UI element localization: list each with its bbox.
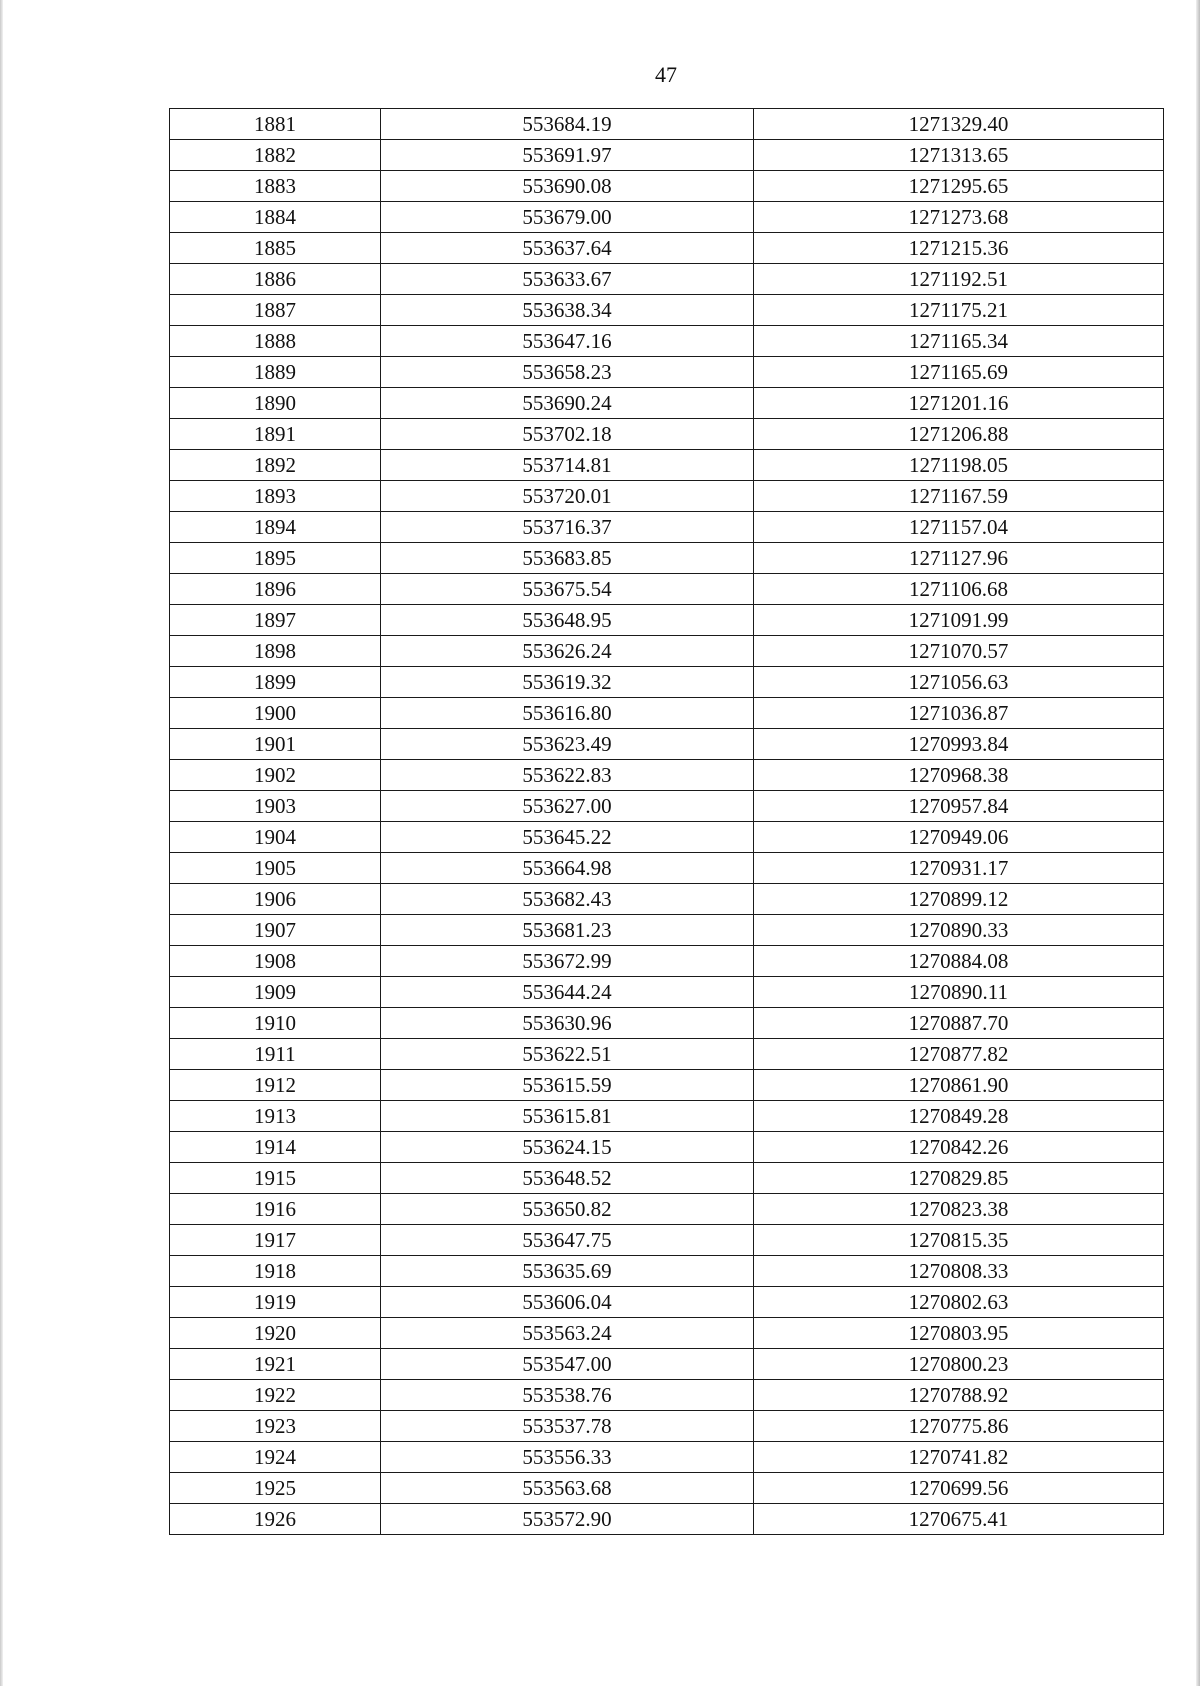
point-number-cell: 1903 xyxy=(170,791,381,822)
table-row xyxy=(170,1070,1164,1101)
table-row xyxy=(170,171,1164,202)
table-row xyxy=(170,1194,1164,1225)
x-coordinate-cell: 553714.81 xyxy=(381,450,754,481)
y-coordinate-cell: 1271329.40 xyxy=(754,109,1164,140)
point-number-cell: 1898 xyxy=(170,636,381,667)
y-coordinate-cell: 1270775.86 xyxy=(754,1411,1164,1442)
point-number-cell: 1884 xyxy=(170,202,381,233)
table-row xyxy=(170,915,1164,946)
y-coordinate-cell: 1271127.96 xyxy=(754,543,1164,574)
y-coordinate-cell: 1270931.17 xyxy=(754,853,1164,884)
table-row xyxy=(170,1101,1164,1132)
point-number-cell: 1883 xyxy=(170,171,381,202)
x-coordinate-cell: 553681.23 xyxy=(381,915,754,946)
scan-edge-right xyxy=(1196,0,1200,1686)
y-coordinate-cell: 1270884.08 xyxy=(754,946,1164,977)
x-coordinate-cell: 553645.22 xyxy=(381,822,754,853)
table-row xyxy=(170,109,1164,140)
y-coordinate-cell: 1270823.38 xyxy=(754,1194,1164,1225)
table-row xyxy=(170,202,1164,233)
table-row xyxy=(170,512,1164,543)
table-row xyxy=(170,1225,1164,1256)
table-row xyxy=(170,140,1164,171)
table-row xyxy=(170,1256,1164,1287)
point-number-cell: 1924 xyxy=(170,1442,381,1473)
y-coordinate-cell: 1270829.85 xyxy=(754,1163,1164,1194)
x-coordinate-cell: 553682.43 xyxy=(381,884,754,915)
table-row xyxy=(170,1473,1164,1504)
point-number-cell: 1885 xyxy=(170,233,381,264)
point-number-cell: 1897 xyxy=(170,605,381,636)
point-number-cell: 1902 xyxy=(170,760,381,791)
y-coordinate-cell: 1271157.04 xyxy=(754,512,1164,543)
x-coordinate-cell: 553547.00 xyxy=(381,1349,754,1380)
point-number-cell: 1905 xyxy=(170,853,381,884)
table-row xyxy=(170,543,1164,574)
x-coordinate-cell: 553637.64 xyxy=(381,233,754,264)
table-row xyxy=(170,295,1164,326)
point-number-cell: 1900 xyxy=(170,698,381,729)
y-coordinate-cell: 1271201.16 xyxy=(754,388,1164,419)
point-number-cell: 1896 xyxy=(170,574,381,605)
y-coordinate-cell: 1270808.33 xyxy=(754,1256,1164,1287)
table-row xyxy=(170,450,1164,481)
point-number-cell: 1888 xyxy=(170,326,381,357)
point-number-cell: 1907 xyxy=(170,915,381,946)
x-coordinate-cell: 553691.97 xyxy=(381,140,754,171)
table-row xyxy=(170,760,1164,791)
y-coordinate-cell: 1270802.63 xyxy=(754,1287,1164,1318)
y-coordinate-cell: 1270957.84 xyxy=(754,791,1164,822)
point-number-cell: 1926 xyxy=(170,1504,381,1535)
x-coordinate-cell: 553563.24 xyxy=(381,1318,754,1349)
x-coordinate-cell: 553720.01 xyxy=(381,481,754,512)
y-coordinate-cell: 1271091.99 xyxy=(754,605,1164,636)
point-number-cell: 1890 xyxy=(170,388,381,419)
table-row xyxy=(170,977,1164,1008)
y-coordinate-cell: 1270788.92 xyxy=(754,1380,1164,1411)
x-coordinate-cell: 553664.98 xyxy=(381,853,754,884)
y-coordinate-cell: 1271106.68 xyxy=(754,574,1164,605)
x-coordinate-cell: 553672.99 xyxy=(381,946,754,977)
table-row xyxy=(170,264,1164,295)
table-row xyxy=(170,698,1164,729)
x-coordinate-cell: 553702.18 xyxy=(381,419,754,450)
table-row xyxy=(170,481,1164,512)
point-number-cell: 1895 xyxy=(170,543,381,574)
table-row xyxy=(170,729,1164,760)
y-coordinate-cell: 1270968.38 xyxy=(754,760,1164,791)
point-number-cell: 1909 xyxy=(170,977,381,1008)
point-number-cell: 1899 xyxy=(170,667,381,698)
y-coordinate-cell: 1271192.51 xyxy=(754,264,1164,295)
x-coordinate-cell: 553616.80 xyxy=(381,698,754,729)
table-row xyxy=(170,884,1164,915)
y-coordinate-cell: 1270800.23 xyxy=(754,1349,1164,1380)
x-coordinate-cell: 553630.96 xyxy=(381,1008,754,1039)
y-coordinate-cell: 1271165.34 xyxy=(754,326,1164,357)
table-row xyxy=(170,946,1164,977)
y-coordinate-cell: 1270741.82 xyxy=(754,1442,1164,1473)
x-coordinate-cell: 553650.82 xyxy=(381,1194,754,1225)
point-number-cell: 1889 xyxy=(170,357,381,388)
table-row xyxy=(170,1039,1164,1070)
table-row xyxy=(170,419,1164,450)
y-coordinate-cell: 1270890.33 xyxy=(754,915,1164,946)
y-coordinate-cell: 1270815.35 xyxy=(754,1225,1164,1256)
x-coordinate-cell: 553622.83 xyxy=(381,760,754,791)
point-number-cell: 1920 xyxy=(170,1318,381,1349)
y-coordinate-cell: 1270899.12 xyxy=(754,884,1164,915)
y-coordinate-cell: 1270887.70 xyxy=(754,1008,1164,1039)
x-coordinate-cell: 553683.85 xyxy=(381,543,754,574)
point-number-cell: 1919 xyxy=(170,1287,381,1318)
x-coordinate-cell: 553619.32 xyxy=(381,667,754,698)
table-row xyxy=(170,1132,1164,1163)
y-coordinate-cell: 1271167.59 xyxy=(754,481,1164,512)
y-coordinate-cell: 1270890.11 xyxy=(754,977,1164,1008)
point-number-cell: 1887 xyxy=(170,295,381,326)
y-coordinate-cell: 1271313.65 xyxy=(754,140,1164,171)
y-coordinate-cell: 1270861.90 xyxy=(754,1070,1164,1101)
point-number-cell: 1882 xyxy=(170,140,381,171)
table-row xyxy=(170,1380,1164,1411)
x-coordinate-cell: 553648.95 xyxy=(381,605,754,636)
page-number: 47 xyxy=(655,62,677,87)
coordinates-table xyxy=(169,108,1164,1535)
point-number-cell: 1904 xyxy=(170,822,381,853)
x-coordinate-cell: 553635.69 xyxy=(381,1256,754,1287)
table-row xyxy=(170,1287,1164,1318)
table-row xyxy=(170,574,1164,605)
table-row xyxy=(170,822,1164,853)
table-row xyxy=(170,1349,1164,1380)
table-row xyxy=(170,853,1164,884)
y-coordinate-cell: 1271273.68 xyxy=(754,202,1164,233)
x-coordinate-cell: 553615.81 xyxy=(381,1101,754,1132)
point-number-cell: 1891 xyxy=(170,419,381,450)
point-number-cell: 1923 xyxy=(170,1411,381,1442)
table-row xyxy=(170,1442,1164,1473)
y-coordinate-cell: 1270803.95 xyxy=(754,1318,1164,1349)
x-coordinate-cell: 553644.24 xyxy=(381,977,754,1008)
y-coordinate-cell: 1270699.56 xyxy=(754,1473,1164,1504)
x-coordinate-cell: 553675.54 xyxy=(381,574,754,605)
x-coordinate-cell: 553684.19 xyxy=(381,109,754,140)
point-number-cell: 1913 xyxy=(170,1101,381,1132)
point-number-cell: 1925 xyxy=(170,1473,381,1504)
x-coordinate-cell: 553638.34 xyxy=(381,295,754,326)
point-number-cell: 1911 xyxy=(170,1039,381,1070)
x-coordinate-cell: 553648.52 xyxy=(381,1163,754,1194)
point-number-cell: 1918 xyxy=(170,1256,381,1287)
y-coordinate-cell: 1270993.84 xyxy=(754,729,1164,760)
x-coordinate-cell: 553627.00 xyxy=(381,791,754,822)
table-row xyxy=(170,357,1164,388)
y-coordinate-cell: 1270849.28 xyxy=(754,1101,1164,1132)
coordinates-table-body xyxy=(170,109,1164,1535)
x-coordinate-cell: 553624.15 xyxy=(381,1132,754,1163)
point-number-cell: 1901 xyxy=(170,729,381,760)
table-row xyxy=(170,326,1164,357)
x-coordinate-cell: 553716.37 xyxy=(381,512,754,543)
point-number-cell: 1922 xyxy=(170,1380,381,1411)
point-number-cell: 1906 xyxy=(170,884,381,915)
point-number-cell: 1894 xyxy=(170,512,381,543)
y-coordinate-cell: 1271070.57 xyxy=(754,636,1164,667)
x-coordinate-cell: 553563.68 xyxy=(381,1473,754,1504)
y-coordinate-cell: 1270949.06 xyxy=(754,822,1164,853)
x-coordinate-cell: 553679.00 xyxy=(381,202,754,233)
point-number-cell: 1921 xyxy=(170,1349,381,1380)
x-coordinate-cell: 553647.16 xyxy=(381,326,754,357)
y-coordinate-cell: 1270675.41 xyxy=(754,1504,1164,1535)
point-number-cell: 1892 xyxy=(170,450,381,481)
point-number-cell: 1912 xyxy=(170,1070,381,1101)
x-coordinate-cell: 553623.49 xyxy=(381,729,754,760)
x-coordinate-cell: 553647.75 xyxy=(381,1225,754,1256)
x-coordinate-cell: 553538.76 xyxy=(381,1380,754,1411)
point-number-cell: 1916 xyxy=(170,1194,381,1225)
y-coordinate-cell: 1271198.05 xyxy=(754,450,1164,481)
y-coordinate-cell: 1271215.36 xyxy=(754,233,1164,264)
table-row xyxy=(170,1504,1164,1535)
point-number-cell: 1917 xyxy=(170,1225,381,1256)
table-row xyxy=(170,1163,1164,1194)
point-number-cell: 1881 xyxy=(170,109,381,140)
x-coordinate-cell: 553615.59 xyxy=(381,1070,754,1101)
x-coordinate-cell: 553626.24 xyxy=(381,636,754,667)
point-number-cell: 1915 xyxy=(170,1163,381,1194)
y-coordinate-cell: 1271295.65 xyxy=(754,171,1164,202)
y-coordinate-cell: 1271036.87 xyxy=(754,698,1164,729)
y-coordinate-cell: 1271175.21 xyxy=(754,295,1164,326)
x-coordinate-cell: 553606.04 xyxy=(381,1287,754,1318)
point-number-cell: 1908 xyxy=(170,946,381,977)
x-coordinate-cell: 553690.24 xyxy=(381,388,754,419)
y-coordinate-cell: 1271165.69 xyxy=(754,357,1164,388)
table-row xyxy=(170,667,1164,698)
x-coordinate-cell: 553690.08 xyxy=(381,171,754,202)
scan-edge-left xyxy=(0,0,3,1686)
x-coordinate-cell: 553572.90 xyxy=(381,1504,754,1535)
table-row xyxy=(170,1411,1164,1442)
point-number-cell: 1910 xyxy=(170,1008,381,1039)
y-coordinate-cell: 1270877.82 xyxy=(754,1039,1164,1070)
x-coordinate-cell: 553633.67 xyxy=(381,264,754,295)
table-row xyxy=(170,1008,1164,1039)
y-coordinate-cell: 1271056.63 xyxy=(754,667,1164,698)
x-coordinate-cell: 553622.51 xyxy=(381,1039,754,1070)
table-row xyxy=(170,388,1164,419)
point-number-cell: 1914 xyxy=(170,1132,381,1163)
x-coordinate-cell: 553537.78 xyxy=(381,1411,754,1442)
table-row xyxy=(170,233,1164,264)
table-row xyxy=(170,1318,1164,1349)
x-coordinate-cell: 553556.33 xyxy=(381,1442,754,1473)
y-coordinate-cell: 1270842.26 xyxy=(754,1132,1164,1163)
point-number-cell: 1886 xyxy=(170,264,381,295)
point-number-cell: 1893 xyxy=(170,481,381,512)
y-coordinate-cell: 1271206.88 xyxy=(754,419,1164,450)
table-row xyxy=(170,605,1164,636)
table-row xyxy=(170,791,1164,822)
table-row xyxy=(170,636,1164,667)
x-coordinate-cell: 553658.23 xyxy=(381,357,754,388)
